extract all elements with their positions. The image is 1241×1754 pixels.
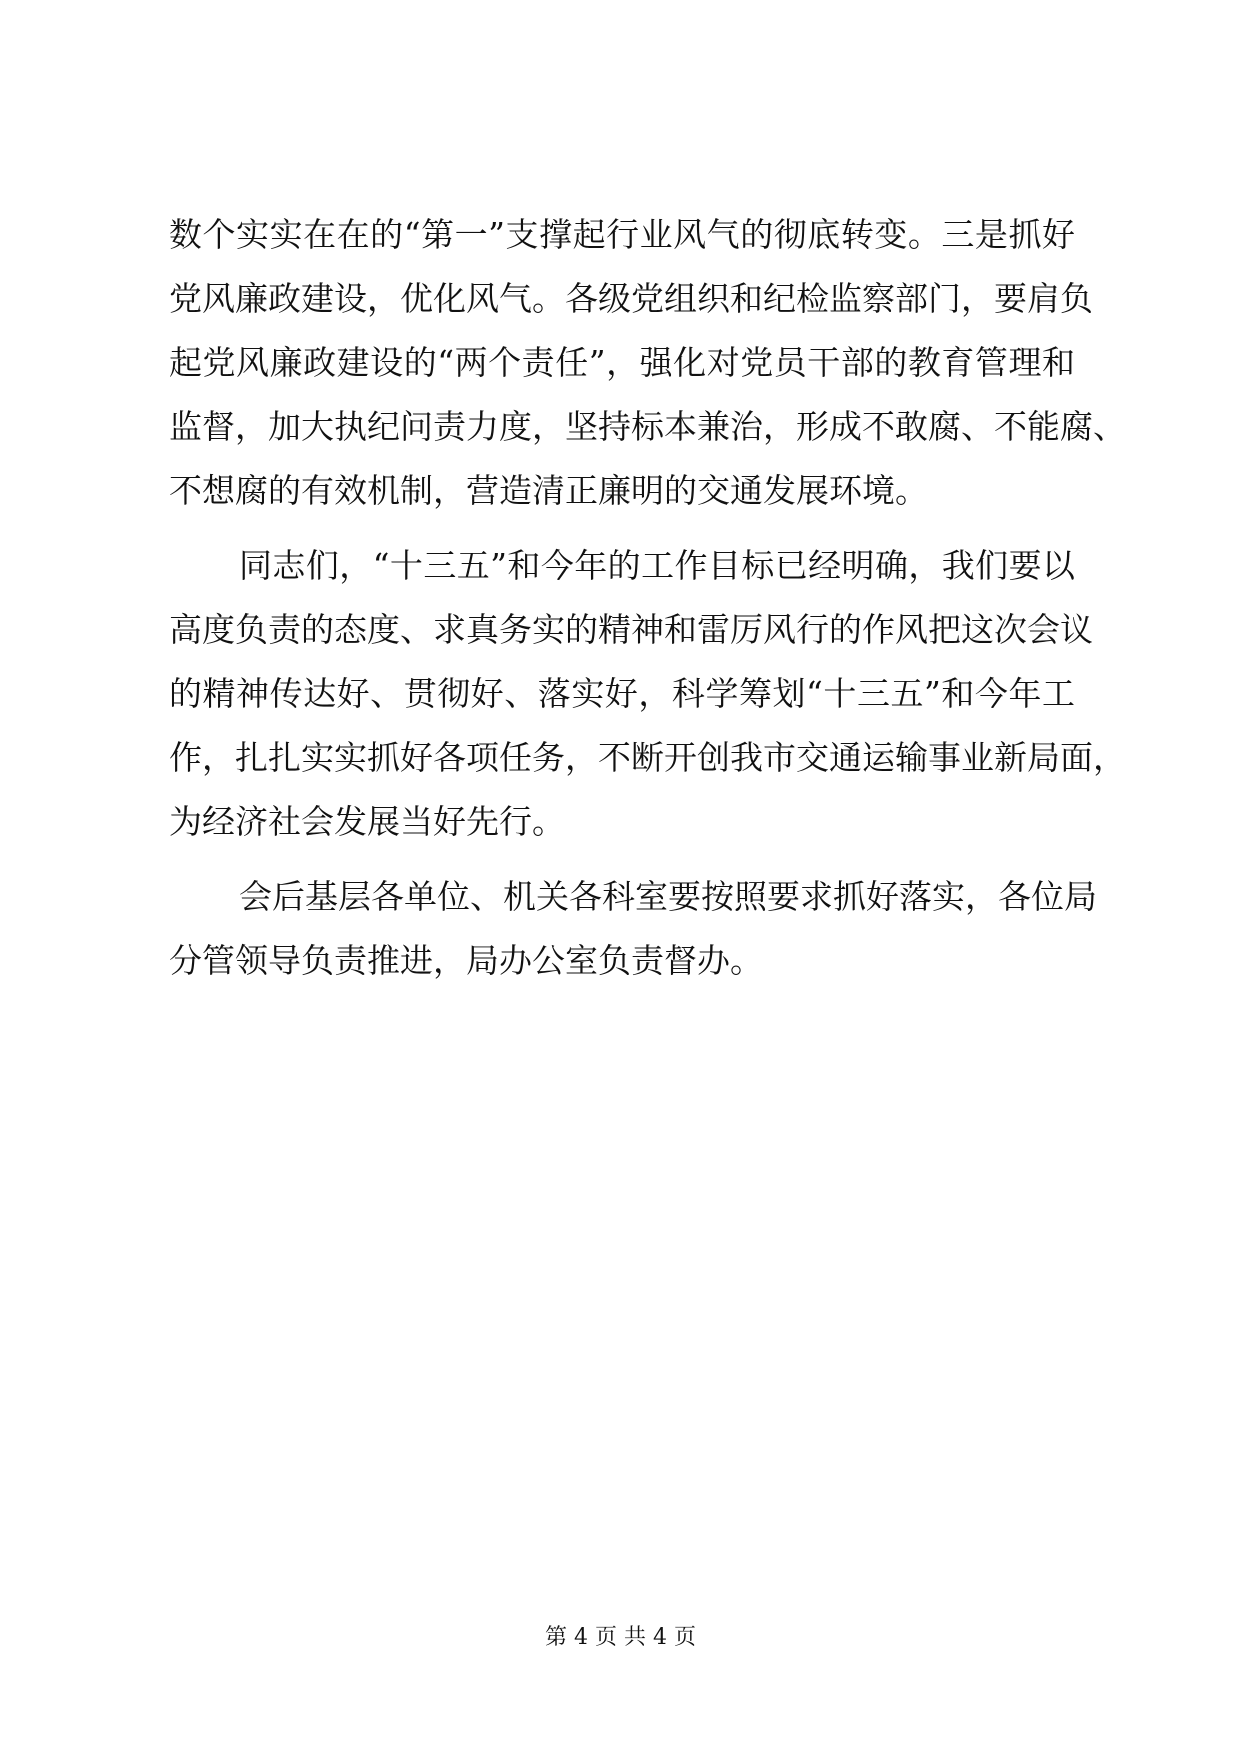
line-text-3: 起党风廉政建设的“两个责任”，强化对党员干部的教育管理和 xyxy=(169,343,1075,382)
paragraph-line xyxy=(0,264,1241,334)
line-text-2: 党风廉政建设，优化风气。各级党组织和纪检监察部门，要肩负 xyxy=(169,279,1093,318)
paragraph-line xyxy=(0,723,1241,793)
line-text-12: 分管领导负责推进，局办公室负责督办。 xyxy=(169,941,763,980)
line-text-8: 的精神传达好、贯彻好、落实好，科学筹划“十三五”和今年工 xyxy=(169,674,1075,713)
line-text-6: 同志们，“十三五”和今年的工作目标已经明确，我们要以 xyxy=(239,546,1075,585)
line-text-7: 高度负责的态度、求真务实的精神和雷厉风行的作风把这次会议 xyxy=(169,610,1093,649)
paragraph-line xyxy=(0,456,1241,526)
paragraph-line xyxy=(0,787,1241,857)
paragraph-line xyxy=(0,595,1241,665)
line-text-10: 为经济社会发展当好先行。 xyxy=(169,802,565,841)
paragraph-line xyxy=(0,392,1241,462)
line-text-9: 作，扎扎实实抓好各项任务，不断开创我市交通运输事业新局面， xyxy=(169,738,1126,777)
paragraph-line xyxy=(0,531,1241,601)
paragraph-line xyxy=(0,328,1241,398)
line-text-5: 不想腐的有效机制，营造清正廉明的交通发展环境。 xyxy=(169,471,928,510)
paragraph-line xyxy=(0,926,1241,996)
paragraph-line xyxy=(0,200,1241,270)
line-text-4: 监督，加大执纪问责力度，坚持标本兼治，形成不敢腐、不能腐、 xyxy=(169,407,1126,446)
line-text-1: 数个实实在在的“第一”支撑起行业风气的彻底转变。三是抓好 xyxy=(169,215,1075,254)
line-text-11: 会后基层各单位、机关各科室要按照要求抓好落实，各位局 xyxy=(239,877,1097,916)
paragraph-line xyxy=(0,862,1241,932)
paragraph-line xyxy=(0,659,1241,729)
page-footer: 第 4 页 共 4 页 xyxy=(545,1625,696,1650)
